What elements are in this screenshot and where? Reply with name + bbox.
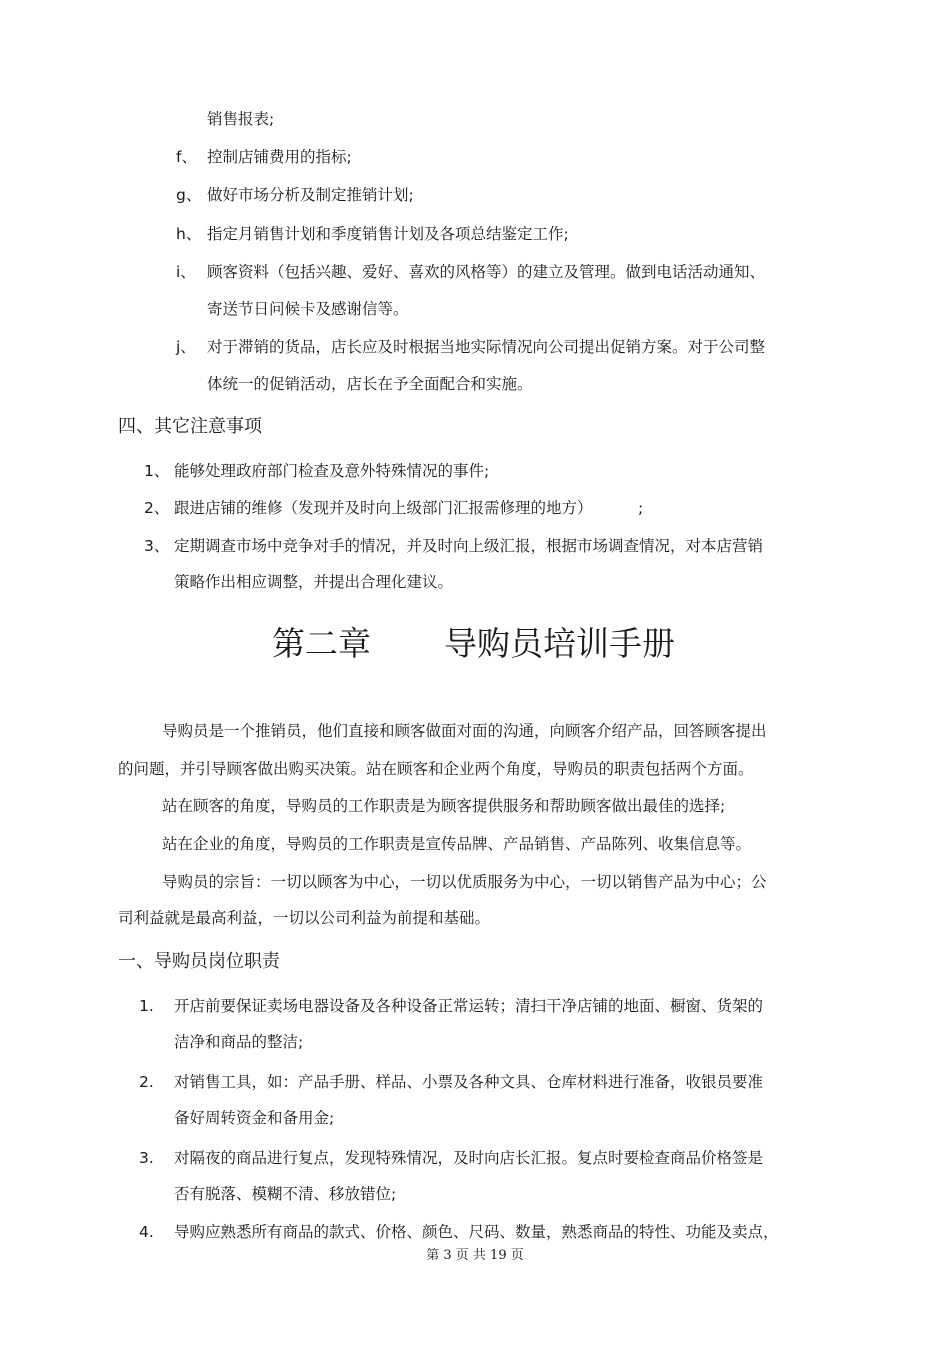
section-heading-4: 四、其它注意事项 [118, 416, 262, 437]
chapter-title: 导购员培训手册 [444, 624, 675, 663]
section1-item-2-text-line1: 对销售工具，如：产品手册、样品、小票及各种文具、仓库材料进行准备，收银员要准 [174, 1073, 764, 1091]
list-marker-g: g、 [176, 186, 202, 204]
section1-marker-2: 2. [139, 1073, 154, 1091]
section-heading-1: 一、导购员岗位职责 [118, 951, 280, 972]
section4-marker-3: 3、 [144, 537, 170, 555]
chapter-number: 第二章 [272, 624, 371, 663]
list-item-j-text-line1: 对于滞销的货品，店长应及时根据当地实际情况向公司提出促销方案。对于公司整 [207, 338, 766, 356]
list-marker-i: i、 [176, 263, 196, 281]
intro-paragraph-4-line2: 司利益就是最高利益，一切以公司利益为前提和基础。 [118, 909, 491, 927]
list-item-j-text-line2: 体统一的促销活动，店长在予全面配合和实施。 [207, 375, 533, 393]
section1-marker-1: 1. [139, 997, 154, 1015]
section4-marker-1: 1、 [144, 462, 170, 480]
list-item-f-text: 控制店铺费用的指标; [207, 148, 352, 166]
section1-item-2-text-line2: 备好周转资金和备用金; [174, 1109, 335, 1127]
section1-item-1-text-line2: 洁净和商品的整洁; [174, 1033, 304, 1051]
section4-item-2-trailing: ; [638, 499, 644, 517]
section1-marker-3: 3. [139, 1149, 154, 1167]
section1-item-3-text-line1: 对隔夜的商品进行复点，发现特殊情况，及时向店长汇报。复点时要检查商品价格签是 [174, 1149, 764, 1167]
page-footer: 第 3 页 共 19 页 [426, 1248, 524, 1263]
intro-paragraph-2: 站在顾客的角度，导购员的工作职责是为顾客提供服务和帮助顾客做出最佳的选择; [162, 797, 726, 815]
intro-paragraph-4-line1: 导购员的宗旨：一切以顾客为中心，一切以优质服务为中心，一切以销售产品为中心；公 [162, 873, 767, 891]
section1-marker-4: 4. [139, 1223, 154, 1241]
section1-item-1-text-line1: 开店前要保证卖场电器设备及各种设备正常运转；清扫干净店铺的地面、橱窗、货架的 [174, 997, 764, 1015]
section4-item-3-text-line2: 策略作出相应调整，并提出合理化建议。 [174, 573, 454, 591]
list-marker-f: f、 [176, 148, 197, 166]
list-item-e-continuation: 销售报表; [207, 110, 275, 128]
section4-item-1-text: 能够处理政府部门检查及意外特殊情况的事件; [174, 462, 490, 480]
list-item-i-text-line1: 顾客资料（包括兴趣、爱好、喜欢的风格等）的建立及管理。做到电话活动通知、 [207, 263, 766, 281]
list-marker-j: j、 [176, 338, 196, 356]
section4-marker-2: 2、 [144, 499, 170, 517]
intro-paragraph-1-line1: 导购员是一个推销员，他们直接和顾客做面对面的沟通，向顾客介绍产品，回答顾客提出 [162, 722, 767, 740]
section1-item-3-text-line2: 否有脱落、模糊不清、移放错位; [174, 1185, 397, 1203]
intro-paragraph-1-line2: 的问题，并引导顾客做出购买决策。站在顾客和企业两个角度，导购员的职责包括两个方面。 [118, 760, 754, 778]
section4-item-2-text: 跟进店铺的维修（发现并及时向上级部门汇报需修理的地方） [174, 499, 593, 517]
section1-item-4-text-line1: 导购应熟悉所有商品的款式、价格、颜色、尺码、数量，熟悉商品的特性、功能及卖点， [174, 1223, 779, 1241]
list-item-g-text: 做好市场分析及制定推销计划; [207, 186, 414, 204]
intro-paragraph-3: 站在企业的角度，导购员的工作职责是宣传品牌、产品销售、产品陈列、收集信息等。 [162, 835, 752, 853]
list-item-i-text-line2: 寄送节日问候卡及感谢信等。 [207, 300, 409, 318]
list-item-h-text: 指定月销售计划和季度销售计划及各项总结鉴定工作; [207, 225, 569, 243]
list-marker-h: h、 [176, 225, 202, 243]
section4-item-3-text-line1: 定期调查市场中竞争对手的情况，并及时向上级汇报，根据市场调查情况，对本店营销 [174, 537, 764, 555]
